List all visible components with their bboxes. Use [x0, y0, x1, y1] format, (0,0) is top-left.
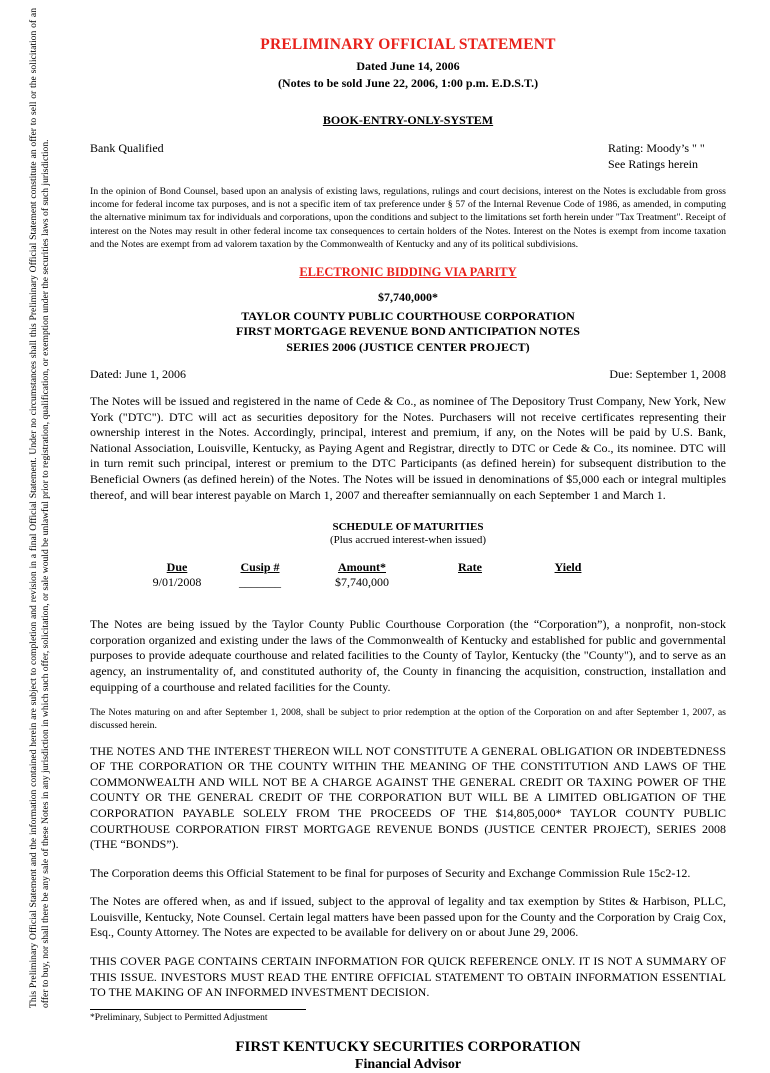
document-title: PRELIMINARY OFFICIAL STATEMENT — [260, 36, 556, 53]
advisor-role: Financial Advisor — [354, 1056, 462, 1072]
amount-column — [322, 560, 402, 590]
cusip-value: _______ — [239, 575, 281, 590]
issue-line-2: FIRST MORTGAGE REVENUE BOND ANTICIPATION NOTES — [236, 324, 580, 339]
obligation-paragraph: THE NOTES AND THE INTEREST THEREON WILL NOT CONSTITUTE A GENERAL OBLIGATION OR INDEBTEDNESS OF THE CORPORATION OR THE COUNTY WITHIN THE MEANING OF THE CONSTITUTION AND LAWS OF THE COMMONWEALTH AND WILL NOT BE A CHARGE AGAINST THE GENERAL CREDIT OR TAXING POWER OF THE COUNTY OR THE GENERAL CREDIT OF THE CORPORATION BUT WILL BE A LIMITED OBLIGATION OF THE CORPORATION PAYABLE SOLELY FROM THE PROCEEDS OF THE $14,805,000* TAYLOR COUNTY PUBLIC COURTHOUSE CORPORATION FIRST MORTGAGE REVENUE BONDS (JUSTICE CENTER PROJECT), SERIES 2008 (THE “BONDS”). — [90, 743, 726, 852]
purpose-paragraph: The Notes are being issued by the Taylor County Public Courthouse Corporation (the “Corporation”), a nonprofit, non-stock corporation organized and existing under the laws of the Commonwealth of Kentucky and established for public and governmental purposes to provide adequate courthouse and related facilities to the County of Taylor, Kentucky (the "County"), and to serve as an agency, an instrumentality of, and constituted authority of, the County in financing the acquisition, construction, installation and equipping of a courthouse and related facilities for the County. — [90, 617, 726, 694]
cover-paragraph: THIS COVER PAGE CONTAINS CERTAIN INFORMATION FOR QUICK REFERENCE ONLY. IT IS NOT A SUMMARY OF THIS ISSUE. INVESTORS MUST READ THE ENTIRE OFFICIAL STATEMENT TO OBTAIN INFORMATION ESSENTIAL TO THE MAKING OF AN INFORMED INVESTMENT DECISION. — [90, 954, 726, 1000]
tax-opinion: In the opinion of Bond Counsel, based upon an analysis of existing laws, regulations, rulings and court decisions, interest on the Notes is excludable from gross income for federal income tax purposes, and is not a specific item of tax preference under § 57 of the Internal Revenue Code of 1986, as amended, in computing the alternative minimum tax for individuals and corporations, upon the conditions and subject to the limitations set forth herein under "Tax Treatment". Receipt of interest on the Notes may result in other federal income tax consequences to certain holders of the Notes. Interest on the Notes is exempt from income taxation and the Notes are exempt from ad valorem taxation by the Commonwealth of Kentucky and any of its political subdivisions. — [90, 186, 726, 250]
cusip-column — [230, 560, 290, 590]
deems-final-paragraph: The Corporation deems this Official Statement to be final for purposes of Security and Exchange Commission Rule 15c2-12. — [90, 865, 691, 880]
rate-header: Rate — [458, 560, 482, 575]
rating-text: Rating: Moody’s " " — [608, 141, 705, 155]
book-entry-heading: BOOK-ENTRY-ONLY-SYSTEM — [322, 113, 494, 127]
see-ratings: See Ratings herein — [608, 157, 698, 171]
document-page — [90, 36, 726, 1073]
dated-line: Dated June 14, 2006 — [356, 59, 460, 73]
yield-header: Yield — [554, 560, 582, 575]
advisor-firm: FIRST KENTUCKY SECURITIES CORPORATION — [235, 1038, 581, 1055]
issue-dated: Dated: June 1, 2006 — [90, 367, 186, 382]
registration-paragraph: The Notes will be issued and registered in the name of Cede & Co., as nominee of The Depository Trust Company, New York, New York ("DTC"). DTC will act as securities depository for the Notes. Purchasers will not receive certificates representing their ownership interest in the Notes. Accordingly, principal, interest and premium, if any, on the Notes will be paid by U.S. Bank, National Association, Louisville, Kentucky, as Paying Agent and Registrar, directly to DTC or Cede & Co., its nominee. DTC will in turn remit such principal, interest or premium to the DTC Participants (as defined herein) for subsequent distribution to the Beneficial Owners (as defined herein) of the Notes. The Notes will be issued in denominations of $5,000 each or integral multiples thereof, and will bear interest payable on March 1, 2007 and thereafter semiannually on each September 1 and March 1. — [90, 394, 726, 502]
rate-column — [440, 560, 500, 575]
bank-qualified: Bank Qualified — [90, 141, 164, 155]
footnote-rule — [90, 1009, 306, 1010]
disclaimer-sidebar — [28, 8, 70, 1008]
dates-row — [90, 367, 726, 382]
yield-column — [538, 560, 598, 575]
cusip-header: Cusip # — [240, 560, 280, 575]
rating-block — [608, 140, 726, 172]
schedule-subtitle: (Plus accrued interest-when issued) — [329, 534, 487, 547]
qualification-row — [90, 140, 726, 172]
schedule-title: SCHEDULE OF MATURITIES — [332, 521, 484, 534]
issue-line-3: SERIES 2006 (JUSTICE CENTER PROJECT) — [286, 339, 530, 354]
due-value: 9/01/2008 — [152, 575, 202, 590]
amount-header: Amount* — [337, 560, 386, 575]
footnote: *Preliminary, Subject to Permitted Adjustment — [90, 1012, 268, 1023]
issue-line-1: TAYLOR COUNTY PUBLIC COURTHOUSE CORPORATION — [241, 308, 575, 323]
issue-due: Due: September 1, 2008 — [609, 367, 726, 382]
redemption-paragraph: The Notes maturing on and after September 1, 2008, shall be subject to prior redemption at the option of the Corporation on and after September 1, 2007, as discussed herein. — [90, 707, 726, 732]
issue-amount: $7,740,000* — [378, 290, 438, 305]
due-column — [142, 560, 212, 590]
issue-heading — [90, 290, 726, 355]
sale-line: (Notes to be sold June 22, 2006, 1:00 p.m. E.D.S.T.) — [277, 76, 539, 90]
offered-paragraph: The Notes are offered when, as and if issued, subject to the approval of legality and tax exemption by Stites & Harbison, PLLC, Louisville, Kentucky, Note Counsel. Certain legal matters have been passed upon for the County and the Corporation by Craig Cox, Esq., County Attorney. The Notes are expected to be available for delivery on or about June 29, 2006. — [90, 894, 726, 940]
disclaimer-text: This Preliminary Official Statement and the information contained herein are subject to completion and revision in a final Official Statement. Under no circumstances shall this Preliminary Official Statement constitute an offer to sell or the solicitation of an offer to buy, nor shall there be any sale of these Notes in any jurisdiction in which such offer, solicitation, or sale would be unlawful prior to registration, qualification, or exemption under the securities laws of such jurisdiction. — [28, 8, 51, 1008]
due-header: Due — [166, 560, 188, 575]
maturity-schedule — [90, 560, 726, 594]
bidding-heading: ELECTRONIC BIDDING VIA PARITY — [299, 265, 517, 280]
amount-value: $7,740,000 — [335, 575, 389, 590]
